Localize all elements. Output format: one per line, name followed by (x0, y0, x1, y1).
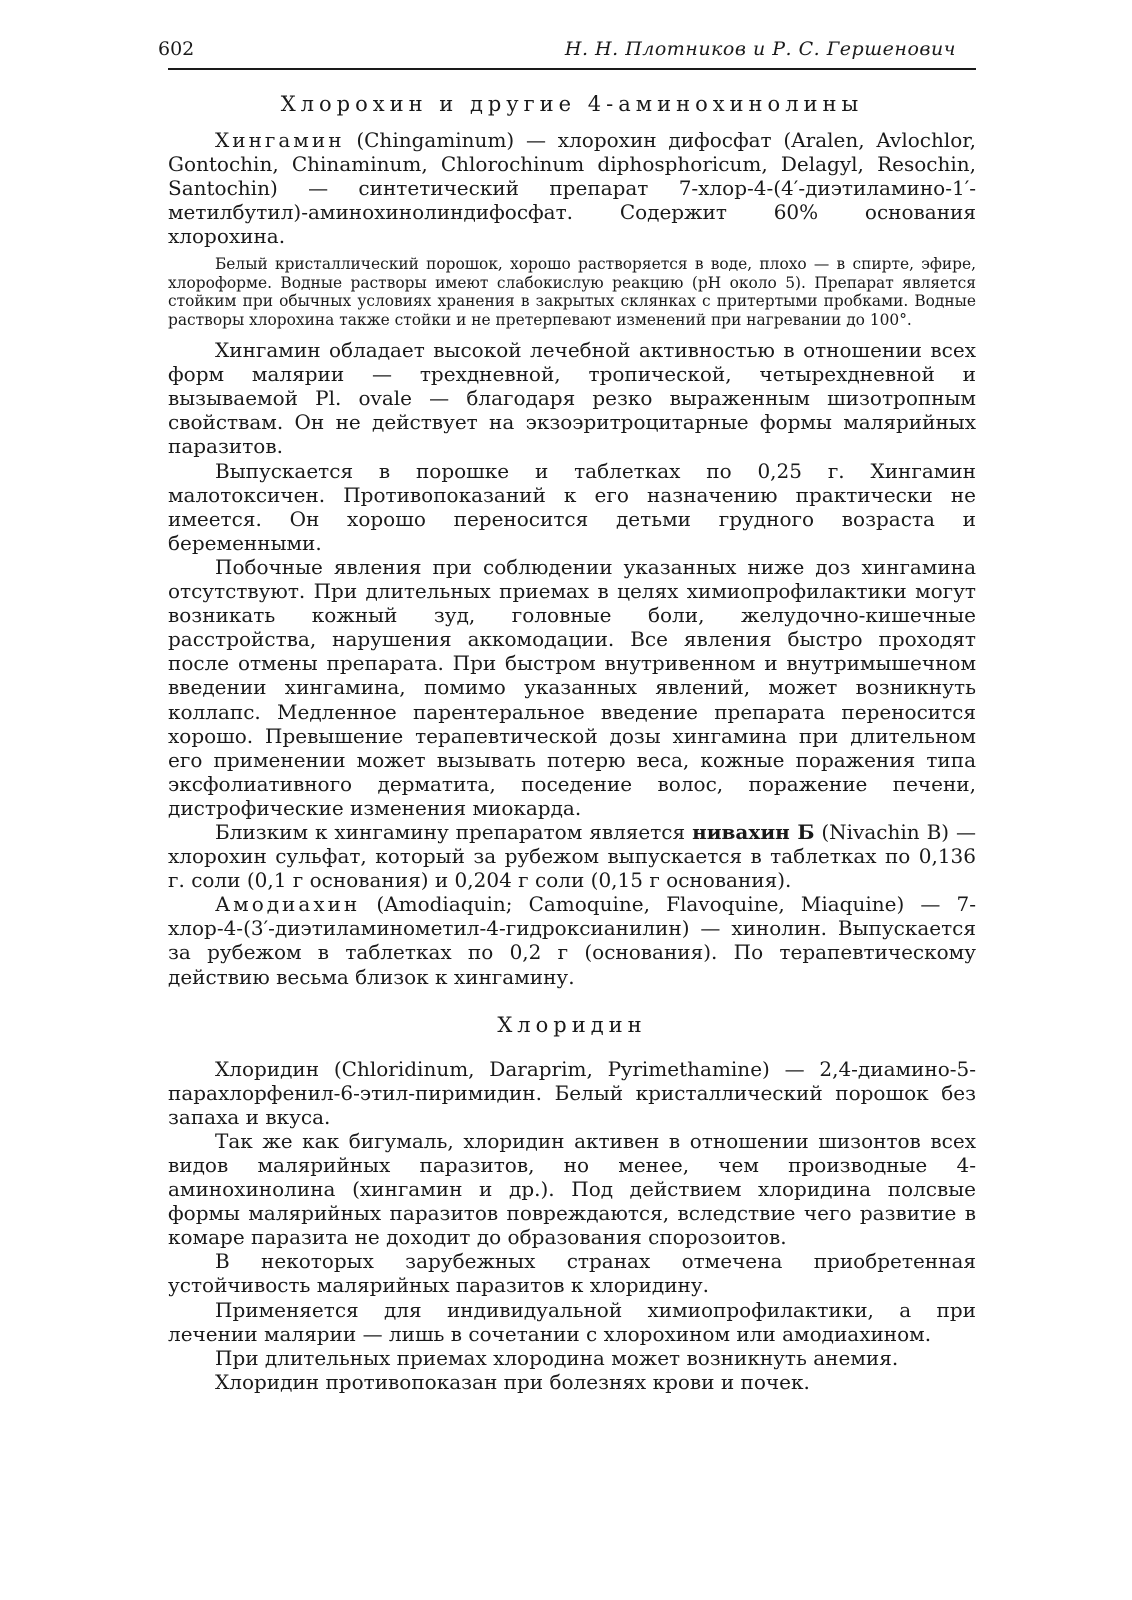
paragraph (168, 892, 976, 988)
paragraph: При длительных приемах хлородина может возникнуть анемия. (215, 1345, 899, 1370)
section-heading: Хлорохин и другие 4-аминохинолины (280, 92, 864, 116)
paragraph: Побочные явления при соблюдении указанных ниже доз хингамина отсутствуют. При длительных приемах в целях химиопрофилактики могут возникать кожный зуд, головные боли, желудочно-кишечные расстройства, нарушения аккомодации. Все явления быстро проходят после отмены препарата. При быстром внутривенном и внутримышечном введении хингамина, помимо указанных явлений, может возникнуть коллапс. Медленное парентеральное введение препарата переносится хорошо. Превышение терапевтической дозы хингамина при длительном его применении может вызывать потерю веса, кожные поражения типа эксфолиативного дерматита, поседение волос, поражение печени, дистрофические изменения миокарда. (168, 554, 976, 820)
section-heading: Хлоридин (497, 1012, 647, 1037)
paragraph: Применяется для индивидуальной химиопрофилактики, а при лечении малярии — лишь в сочетании с хлорохином или амодиахином. (168, 1297, 976, 1346)
paragraph: Хлоридин (Chloridinum, Daraprim, Pyrimethamine) — 2,4-диамино-5-парахлорфенил-6-этил-пиримидин. Белый кристаллический порошок без запаха и вкуса. (168, 1056, 976, 1129)
paragraph: Хлоридин противопоказан при болезнях крови и почек. (215, 1369, 810, 1394)
drug-name: Амодиахин (215, 892, 361, 917)
paragraph: Выпускается в порошке и таблетках по 0,25 г. Хингамин малотоксичен. Противопоказаний к его назначению практически не имеется. Он хорошо переносится детьми грудного возраста и беременными. (168, 458, 976, 555)
paragraph (168, 820, 976, 892)
paragraph: В некоторых зарубежных странах отмечена приобретенная устойчивость малярийных паразитов к хлоридину. (168, 1249, 976, 1298)
page (158, 38, 977, 1394)
paragraph-text: (Amodiaquin; Camoquine, Flavoquine, Miaquine) — 7-хлор-4-(3′-диэтиламинометил-4-гидроксианилин) — хинолин. Выпускается за рубежом в таблетках по 0,2 г (основания). По терапевтическому действию весьма близок к хингамину. (168, 892, 976, 989)
paragraph: Хингамин обладает высокой лечебной активностью в отношении всех форм малярии — трехдневной, тропической, четырехдневной и вызываемой Pl. ovale — благодаря резко выраженным шизотропным свойствам. Он не действует на экзоэритроцитарные формы малярийных паразитов. (168, 338, 976, 459)
paragraph-text: (Nivachin B) — хлорохин сульфат, который за рубежом выпускается в таблетках по 0,136 г. соли (0,1 г основания) и 0,204 г соли (0,15 г основания). (168, 819, 977, 893)
page-header (158, 38, 976, 70)
small-print-paragraph: Белый кристаллический порошок, хорошо растворяется в воде, плохо — в спирте, эфире, хлороформе. Водные растворы имеют слабокислую реакцию (pH около 5). Препарат является стойким при обычных условиях хранения в закрытых склянках с притертыми пробками. Водные растворы хлорохина также стойки и не претерпевают изменений при нагревании до 100°. (168, 255, 976, 329)
drug-name: Хингамин (215, 128, 345, 152)
running-head: Н. Н. Плотников и Р. С. Гершенович (564, 38, 956, 60)
drug-name-bold: нивахин Б (692, 819, 815, 844)
page-number: 602 (158, 38, 195, 60)
paragraph (168, 128, 976, 248)
paragraph-text: (Chingaminum) — хлорохин дифосфат (Aralen, Avlochlor, Gontochin, Chinaminum, Chlorochinum diphosphoricum, Delagyl, Resochin, Santochin) — синтетический препарат 7-хлор-4-(4′-диэтиламино-1′-метилбутил)-аминохинолиндифосфат. Содержит 60% основания хлорохина. (168, 128, 976, 249)
paragraph-text: Близким к хингамину препаратом является (215, 819, 693, 844)
paragraph: Так же как бигумаль, хлоридин активен в отношении шизонтов всех видов малярийных паразитов, но менее, чем производные 4-аминохинолина (хингамин и др.). Под действием хлоридина полсвые формы малярийных паразитов повреждаются, вследствие чего развитие в комаре паразита не доходит до образования спорозоитов. (168, 1128, 976, 1250)
